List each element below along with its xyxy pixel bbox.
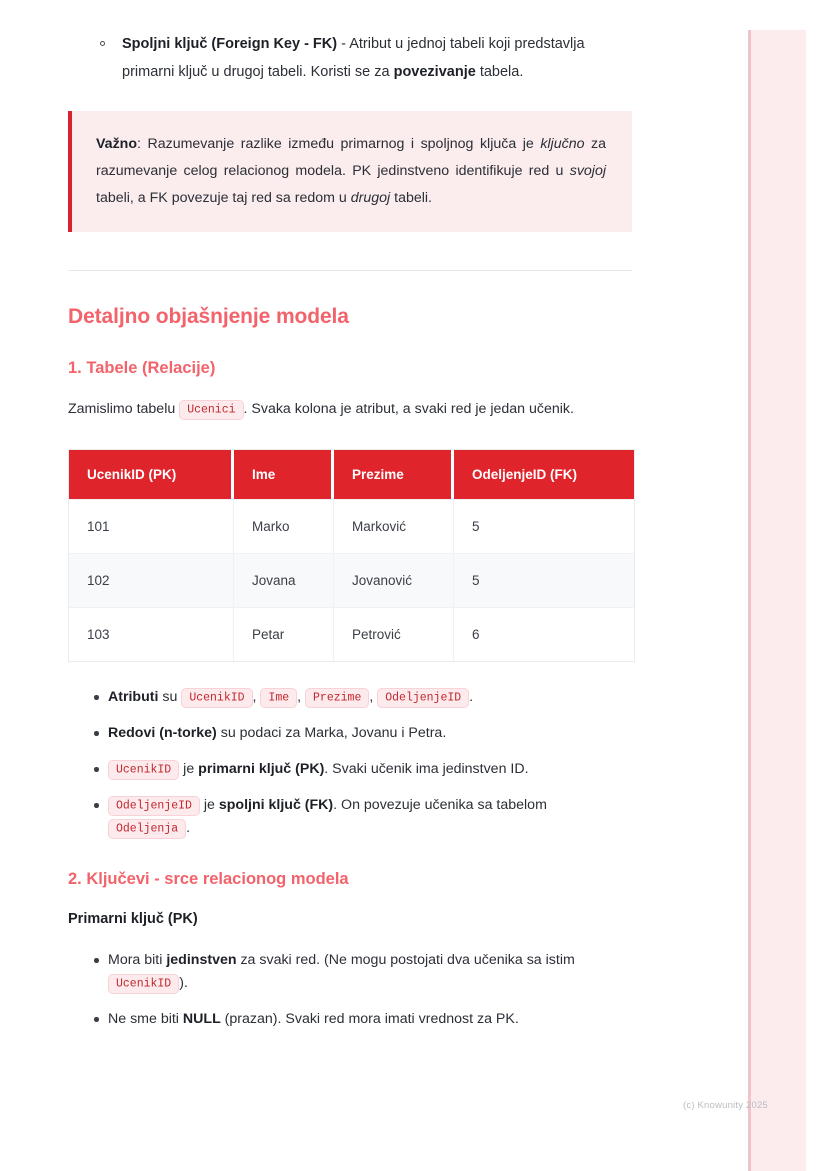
- column-header-ime: Ime: [234, 450, 334, 499]
- page-title: Detaljno objašnjenje modela: [68, 305, 349, 328]
- bullet-text: (prazan). Svaki red mora imati vrednost za PK.: [220, 1011, 519, 1027]
- separator: ,: [252, 689, 261, 705]
- primary-key-bullet-list: [68, 949, 632, 1031]
- cell-prezime: Marković: [334, 499, 454, 553]
- cell-ime: Marko: [234, 499, 334, 553]
- list-item: [94, 758, 632, 781]
- list-item: [94, 1008, 632, 1031]
- callout-em1: ključno: [540, 136, 585, 152]
- cell-ucenikid: 102: [69, 553, 234, 607]
- table-row: [69, 553, 634, 607]
- decorative-right-band: [748, 30, 806, 1171]
- term-separator: -: [337, 36, 350, 52]
- code-chip-odeljenjeid: OdeljenjeID: [108, 796, 200, 816]
- cell-odeljenjeid: 5: [454, 553, 634, 607]
- bullet-strong: Redovi (n-torke): [108, 725, 217, 741]
- section-divider: [68, 270, 632, 271]
- copyright-watermark: (c) Knowunity 2025: [683, 1100, 768, 1111]
- list-item: [94, 794, 632, 840]
- bullet-text: su: [158, 689, 182, 705]
- callout-t2: za razumevanje celog relacionog modela. PK jedinstveno identifikuje red u: [96, 136, 606, 179]
- bullet-text: za svaki red. (Ne mogu postojati dva učenika sa istim: [236, 952, 575, 968]
- code-chip-ucenici: Ucenici: [179, 400, 243, 420]
- list-item: [94, 722, 632, 745]
- cell-prezime: Petrović: [334, 607, 454, 661]
- bullet-end: ).: [179, 975, 188, 991]
- separator: ,: [369, 689, 378, 705]
- intro-paragraph: [68, 396, 632, 423]
- ucenici-table: [68, 449, 635, 662]
- table-body: [69, 499, 634, 661]
- bullet-end: .: [469, 689, 474, 705]
- section-heading-tables: 1. Tabele (Relacije): [68, 359, 216, 377]
- foreign-key-definition-list: [68, 30, 632, 86]
- bullet-strong: Atributi: [108, 689, 159, 705]
- section-heading-keys: 2. Ključevi - srce relacionog modela: [68, 870, 349, 888]
- bullet-strong: primarni ključ (PK): [198, 761, 325, 777]
- content-column: [0, 30, 700, 1031]
- cell-ime: Petar: [234, 607, 334, 661]
- cell-ucenikid: 103: [69, 607, 234, 661]
- bullet-text: . On povezuje učenika sa tabelom: [333, 797, 547, 813]
- callout-t3: tabeli, a FK povezuje taj red sa redom u: [96, 190, 351, 206]
- bullet-text: Mora biti: [108, 952, 167, 968]
- callout-label: Važno: [96, 136, 137, 152]
- code-chip-ucenikid: UcenikID: [108, 760, 179, 780]
- list-item: [94, 949, 632, 995]
- cell-odeljenjeid: 5: [454, 499, 634, 553]
- intro-text-a: Zamislimo tabelu: [68, 401, 180, 417]
- table-row: [69, 607, 634, 661]
- code-chip-odeljenjeid: OdeljenjeID: [377, 688, 469, 708]
- term-description-a: Atribut u jednoj tabeli koji predstavlja primarni ključ u drugoj tabeli. Koristi se za: [122, 36, 585, 80]
- term-label: Spoljni ključ (Foreign Key - FK): [122, 36, 338, 52]
- bullet-strong: jedinstven: [166, 952, 237, 968]
- important-callout: [68, 111, 632, 232]
- attributes-bullet-list: [68, 686, 632, 840]
- term-description-b: tabela.: [475, 64, 524, 80]
- callout-text: [96, 131, 606, 212]
- table-header: [69, 450, 634, 499]
- column-header-ucenikid: UcenikID (PK): [69, 450, 234, 499]
- bullet-text: . Svaki učenik ima jedinstven ID.: [324, 761, 529, 777]
- code-chip-ime: Ime: [260, 688, 297, 708]
- cell-ime: Jovana: [234, 553, 334, 607]
- code-chip-odeljenja: Odeljenja: [108, 819, 186, 839]
- table-row: [69, 499, 634, 553]
- bullet-strong: NULL: [182, 1011, 221, 1027]
- callout-t1: : Razumevanje razlike između primarnog i spoljnog ključa je: [137, 136, 541, 152]
- bullet-end: .: [186, 820, 191, 836]
- code-chip-prezime: Prezime: [305, 688, 369, 708]
- table-header-row: [69, 450, 634, 499]
- intro-text-b: . Svaka kolona je atribut, a svaki red je jedan učenik.: [243, 401, 574, 417]
- callout-em3: drugoj: [350, 190, 391, 206]
- cell-odeljenjeid: 6: [454, 607, 634, 661]
- code-chip-ucenikid: UcenikID: [181, 688, 252, 708]
- term-emphasis: povezivanje: [393, 64, 476, 80]
- bullet-text: Ne sme biti: [108, 1011, 183, 1027]
- column-header-prezime: Prezime: [334, 450, 454, 499]
- code-chip-ucenikid: UcenikID: [108, 974, 179, 994]
- bullet-text: je: [179, 761, 199, 777]
- cell-ucenikid: 101: [69, 499, 234, 553]
- cell-prezime: Jovanović: [334, 553, 454, 607]
- bullet-text: je: [199, 797, 219, 813]
- column-header-odeljenjeid: OdeljenjeID (FK): [454, 450, 634, 499]
- separator: ,: [297, 689, 306, 705]
- bullet-text: su podaci za Marka, Jovanu i Petra.: [216, 725, 447, 741]
- callout-t4: tabeli.: [390, 190, 432, 206]
- list-item: [94, 686, 632, 709]
- callout-em2: svojoj: [569, 163, 606, 179]
- list-item: [110, 30, 632, 86]
- bullet-strong: spoljni ključ (FK): [218, 797, 334, 813]
- subsection-heading-primary-key: Primarni ključ (PK): [68, 911, 198, 927]
